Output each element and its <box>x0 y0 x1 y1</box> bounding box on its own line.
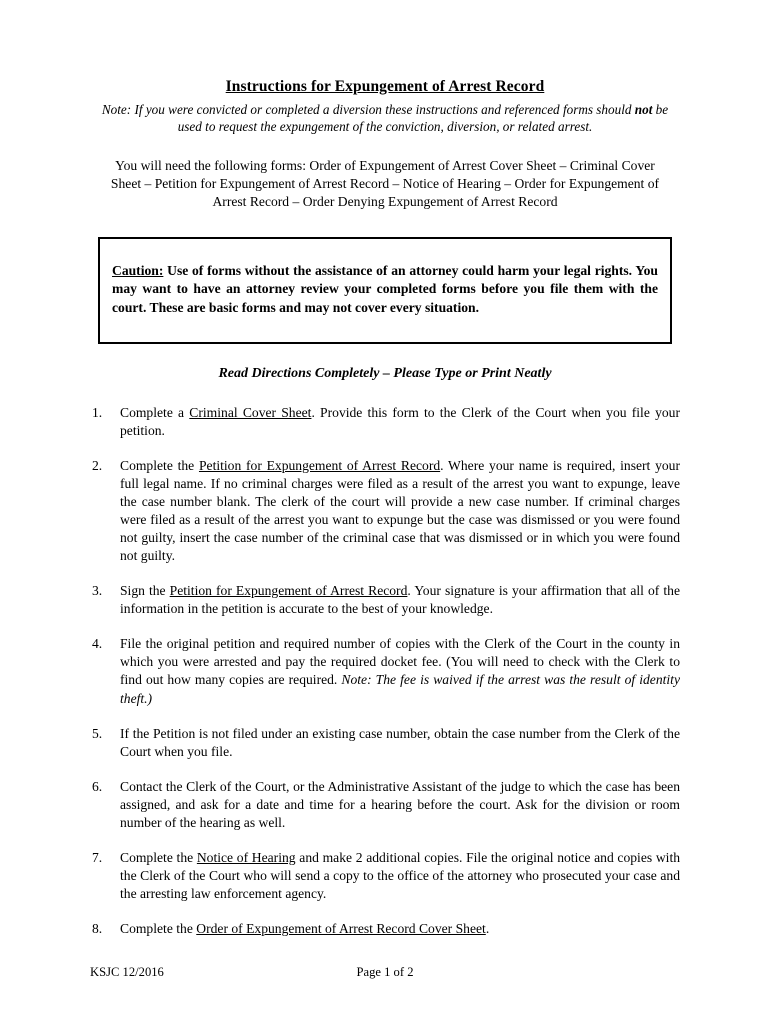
form-name-reference: Petition for Expungement of Arrest Record <box>198 457 441 473</box>
form-name-reference: Petition for Expungement of Arrest Record <box>169 583 408 599</box>
caution-label: Caution: <box>112 262 164 278</box>
list-item-text: and make 2 additional copies. File the original notice and copies with the Clerk of the Court who will send a copy to the office of the attorney who prosecuted your case and the arresting law enforcement agency. <box>120 849 681 902</box>
list-item-text: . Provide this form to the Clerk of the Court when you file your petition. <box>120 404 680 438</box>
list-item-number: 2. <box>92 457 103 473</box>
form-name-reference: Order of Expungement of Arrest Record Cover Sheet <box>196 921 486 937</box>
list-item-text: If the Petition is not filed under an existing case number, obtain the case number from the Clerk of the Court when you file. <box>120 725 680 759</box>
footer-page-number: Page 1 of 2 <box>356 965 414 979</box>
list-item-number: 8. <box>92 921 103 937</box>
form-name-reference: Notice of Hearing <box>196 849 296 865</box>
list-item-text: Complete a <box>120 404 190 420</box>
page-footer <box>90 965 680 980</box>
note-emphasis: not <box>634 102 653 117</box>
list-item <box>90 920 680 938</box>
list-item-text: Complete the <box>120 921 197 937</box>
list-item-text: . Where your name is required, insert your full legal name. If no criminal charges were filed as a result of the arrest you want to expunge, leave the case number blank. The clerk of the court will provide a new case number. If criminal charges were filed as a result of the arrest you want to expunge but the case was dismissed or you were found not guilty, insert the case number of the criminal case that was dismissed or in which you were found not guilty. <box>120 457 680 564</box>
list-item <box>90 778 680 832</box>
list-item-text: Complete the <box>120 457 199 473</box>
list-item-number: 5. <box>92 725 103 741</box>
caution-box <box>98 237 672 343</box>
list-item-text: Complete the <box>120 849 197 865</box>
list-item-text: Sign the <box>120 583 170 599</box>
list-item <box>90 404 680 440</box>
caution-body: Use of forms without the assistance of an attorney could harm your legal rights. You may want to have an attorney review your completed forms before you file them with the court. These are basic forms and may not cover every situation. <box>112 262 658 316</box>
italic-note: Note: The fee is waived if the arrest was the result of identity theft.) <box>120 672 680 706</box>
read-directions-heading: Read Directions Completely – Please Type or Print Neatly <box>218 365 552 381</box>
list-item-number: 4. <box>92 636 103 652</box>
note-prefix: Note: If you were convicted or completed a diversion these instructions and referenced forms should <box>101 102 635 117</box>
list-item <box>90 457 680 565</box>
forms-needed-paragraph: You will need the following forms: Order of Expungement of Arrest Cover Sheet – Criminal Cover Sheet – Petition for Expungement of Arrest Record – Notice of Hearing – Order for Expungement of Arrest Record – Order Denying Expungement of Arrest Record <box>110 158 660 210</box>
page-title: Instructions for Expungement of Arrest Record <box>225 78 545 95</box>
list-item-number: 6. <box>92 778 103 794</box>
list-item-number: 1. <box>92 404 103 420</box>
list-item-text: . <box>485 921 490 937</box>
list-item-text: . Your signature is your affirmation that all of the information in the petition is accurate to the best of your knowledge. <box>120 583 680 617</box>
list-item <box>90 635 680 707</box>
list-item <box>90 725 680 761</box>
note-paragraph <box>94 102 676 135</box>
list-item <box>90 849 680 903</box>
list-item-number: 7. <box>92 849 103 865</box>
list-item-text: File the original petition and required number of copies with the Clerk of the Court in the county in which you were arrested and pay the required docket fee. (You will need to check with the Clerk to find out how many copies are required. <box>120 636 680 688</box>
caution-paragraph <box>112 262 658 318</box>
footer-form-id: KSJC 12/2016 <box>90 965 164 979</box>
form-name-reference: Criminal Cover Sheet <box>189 404 312 420</box>
instruction-steps-list <box>90 404 680 939</box>
list-item-number: 3. <box>92 583 103 599</box>
list-item <box>90 582 680 618</box>
note-suffix: be used to request the expungement of the conviction, diversion, or related arrest. <box>177 102 669 134</box>
list-item-text: Contact the Clerk of the Court, or the Administrative Assistant of the judge to which the case has been assigned, and ask for a date and time for a hearing before the court. Ask for the division or room number of the hearing as well. <box>120 778 680 830</box>
